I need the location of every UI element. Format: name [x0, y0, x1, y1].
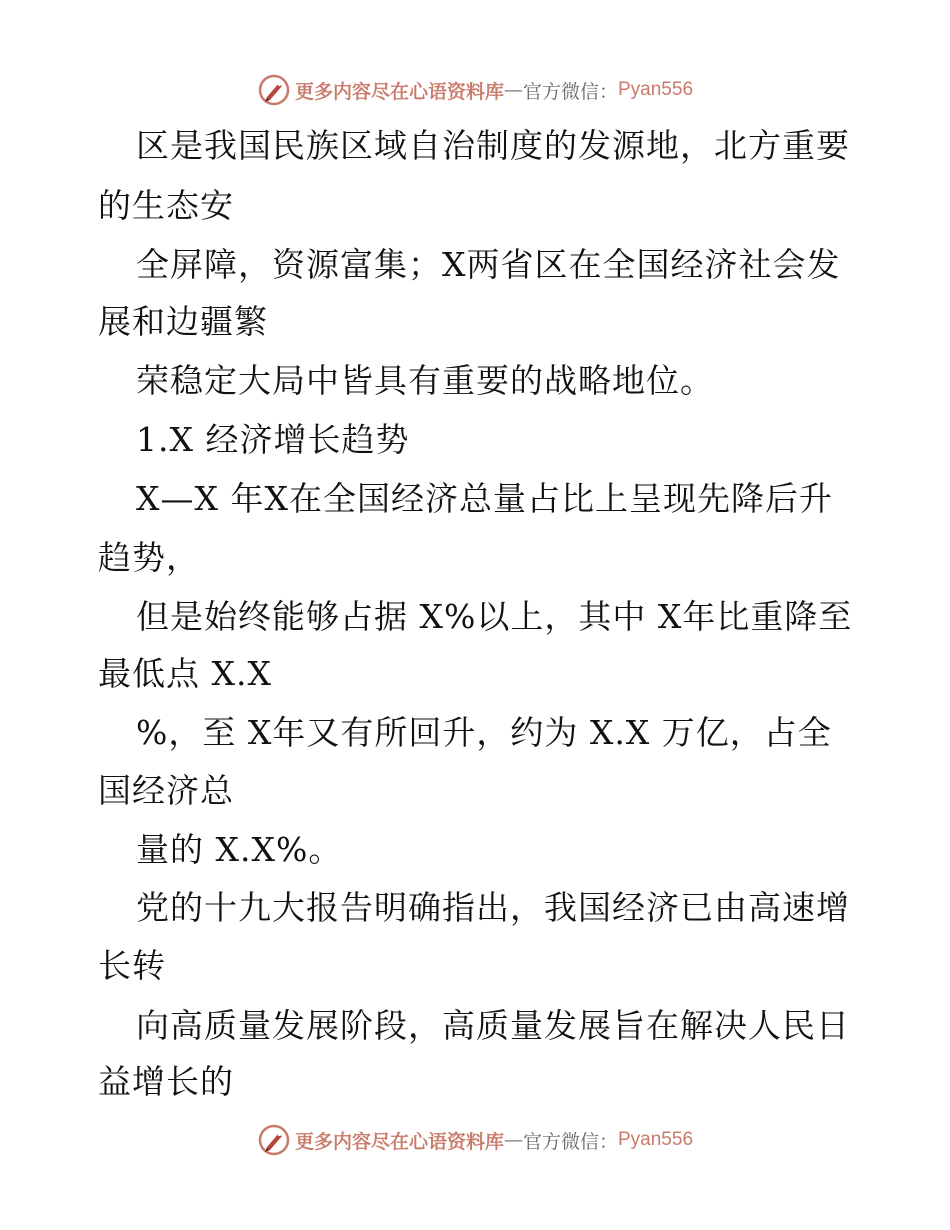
watermark-wechat-label: 官方微信：	[522, 80, 618, 103]
text-line: 的生态安	[98, 186, 234, 225]
text-line: X—X 年X在全国经济总量占比上呈现先降后升	[136, 479, 833, 518]
watermark-brand: 更多内容尽在心语资料库	[294, 1130, 504, 1153]
header-watermark	[0, 70, 950, 110]
text-line: 展和边疆繁	[98, 302, 268, 341]
pen-nib-logo-icon	[257, 73, 291, 107]
text-line: 最低点 X.X	[98, 654, 272, 693]
text-line: 全屏障，资源富集；X两省区在全国经济社会发	[136, 245, 841, 284]
text-line: 量的 X.X%。	[136, 830, 343, 869]
text-line: 区是我国民族区域自治制度的发源地，北方重要	[136, 126, 850, 165]
text-line: 长转	[98, 946, 166, 985]
text-line: 趋势，	[98, 538, 200, 577]
text-line: 但是始终能够占据 X%以上，其中 X年比重降至	[136, 597, 853, 636]
watermark-wechat-id: Pyan556	[618, 1129, 694, 1150]
watermark-separator: —	[503, 79, 523, 101]
watermark-wechat-label: 官方微信：	[522, 1130, 618, 1153]
text-line: 荣稳定大局中皆具有重要的战略地位。	[136, 361, 714, 400]
text-line: %，至 X年又有所回升，约为 X.X 万亿，占全	[136, 713, 832, 752]
text-line: 国经济总	[98, 771, 234, 810]
footer-watermark	[0, 1120, 950, 1160]
watermark-wechat-id: Pyan556	[618, 79, 694, 100]
text-line: 党的十九大报告明确指出，我国经济已由高速增	[136, 888, 850, 927]
text-line: 益增长的	[98, 1062, 234, 1101]
pen-nib-logo-icon	[257, 1123, 291, 1157]
watermark-brand: 更多内容尽在心语资料库	[294, 80, 504, 103]
section-heading: 1.X 经济增长趋势	[136, 420, 410, 459]
text-line: 向高质量发展阶段，高质量发展旨在解决人民日	[136, 1006, 850, 1045]
watermark-separator: —	[503, 1129, 523, 1151]
